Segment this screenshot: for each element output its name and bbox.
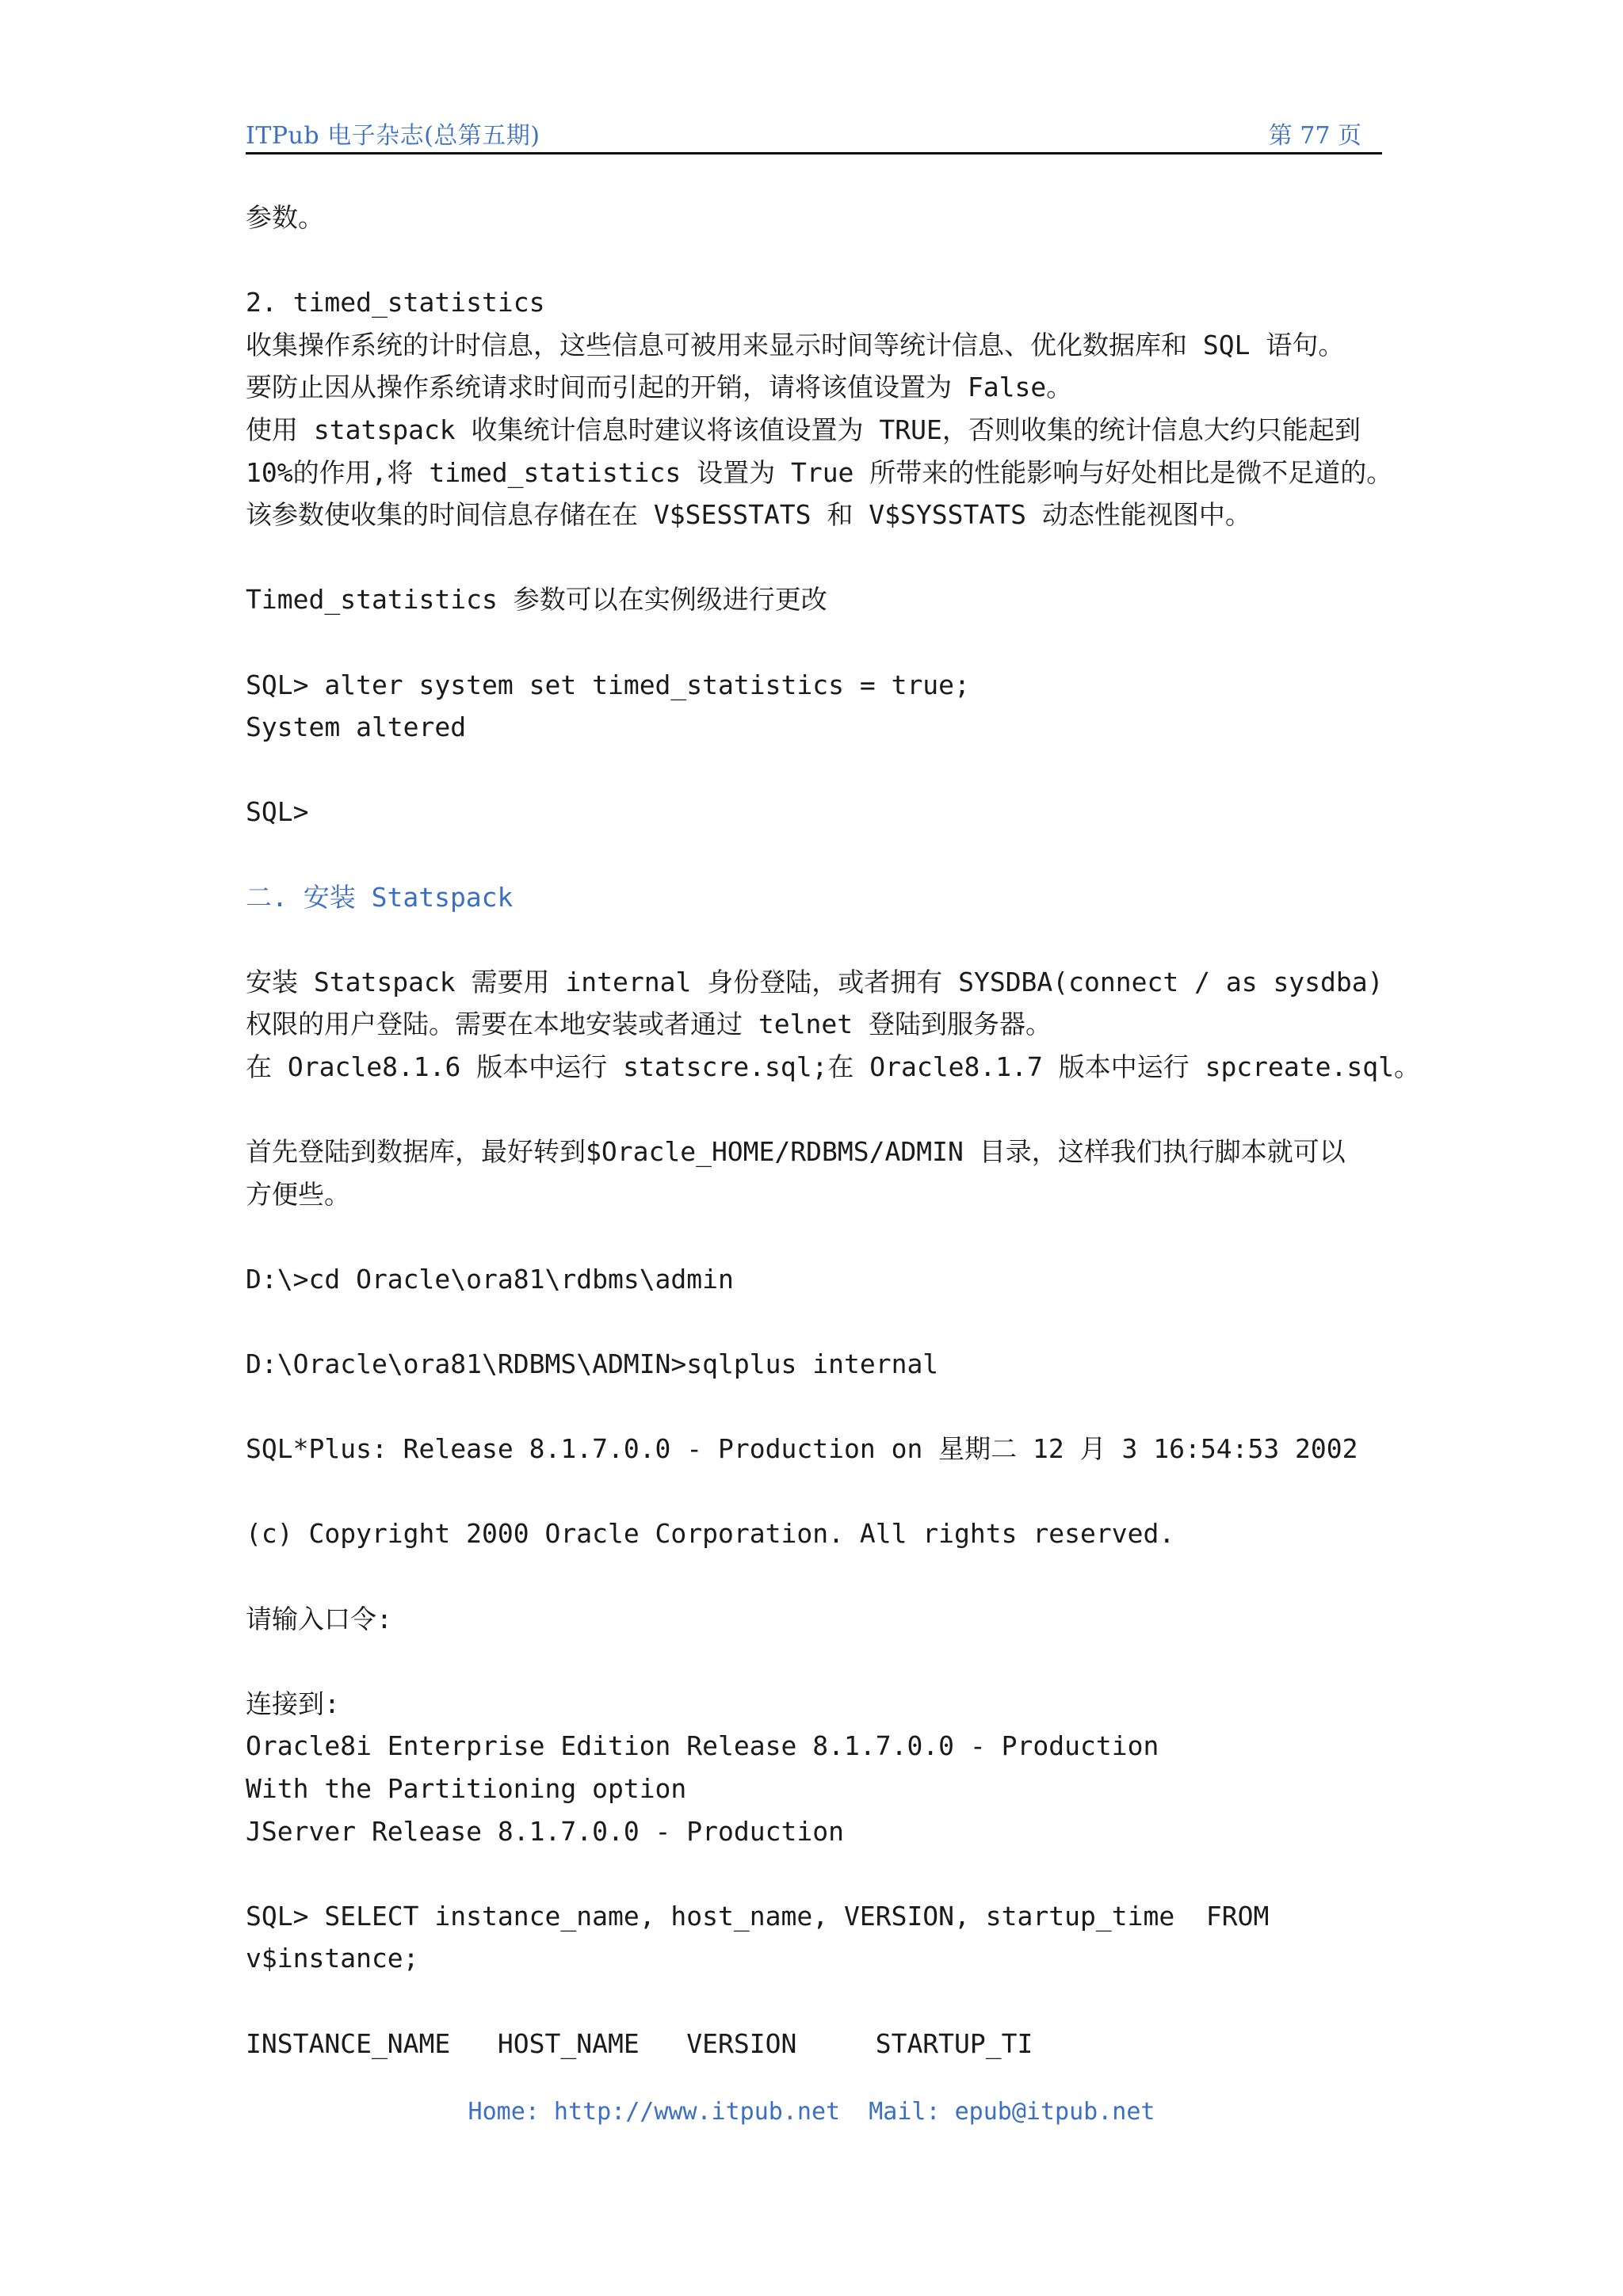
blank-line (246, 239, 1387, 282)
text-line: 参数。 (246, 202, 324, 233)
section-heading: 二. 安装 Statspack (246, 881, 514, 913)
code-line: INSTANCE_NAME HOST_NAME VERSION STARTUP_TI (246, 2027, 1033, 2059)
blank-line (246, 1555, 1387, 1598)
blank-line (246, 1088, 1387, 1131)
blank-line (246, 536, 1387, 579)
text-line: 10%的作用,将 timed_statistics 设置为 True 所带来的性能影响与好处相比是微不足道的。 (246, 456, 1393, 488)
section-item-timed-statistics: 2. timed_statistics (246, 287, 545, 318)
text-line: 收集操作系统的计时信息，这些信息可被用来显示时间等统计信息、优化数据库和 SQL 语句。 (246, 329, 1345, 360)
text-line: 安装 Statspack 需要用 internal 身份登陆，或者拥有 SYSDBA(connect / as sysdba) (246, 966, 1384, 997)
code-line: System altered (246, 711, 467, 743)
text-line: 方便些。 (246, 1178, 350, 1210)
code-line: SQL> SELECT instance_name, host_name, VERSION, startup_time FROM (246, 1900, 1270, 1932)
magazine-title: ITPub 电子杂志(总第五期) (246, 122, 540, 150)
text-line: Timed_statistics 参数可以在实例级进行更改 (246, 584, 827, 616)
blank-line (246, 833, 1387, 876)
page-header (246, 113, 1382, 154)
blank-line (246, 1215, 1387, 1258)
code-line: D:\Oracle\ora81\RDBMS\ADMIN>sqlplus internal (246, 1348, 939, 1380)
page-footer: Home: http://www.itpub.net Mail: epub@itpub.net (468, 2098, 1155, 2126)
text-line: 该参数使收集的时间信息存储在在 V$SESSTATS 和 V$SYSSTATS 动态性能视图中。 (246, 499, 1251, 531)
blank-line (246, 1852, 1387, 1895)
code-line: SQL> (246, 796, 309, 828)
code-line: D:\>cd Oracle\ora81\rdbms\admin (246, 1263, 734, 1295)
blank-line (246, 1640, 1387, 1683)
code-line: JServer Release 8.1.7.0.0 - Production (246, 1815, 844, 1847)
code-line: With the Partitioning option (246, 1772, 687, 1804)
code-line: SQL> alter system set timed_statistics = true; (246, 669, 970, 700)
text-line: 使用 statspack 收集统计信息时建议将该值设置为 TRUE，否则收集的统计信息大约只能起到 (246, 414, 1361, 445)
text-line: 要防止因从操作系统请求时间而引起的开销，请将该值设置为 False。 (246, 372, 1073, 403)
blank-line (246, 1386, 1387, 1428)
code-line: SQL*Plus: Release 8.1.7.0.0 - Production on 星期二 12 月 3 16:54:53 2002 (246, 1433, 1358, 1465)
text-line: 权限的用户登陆。需要在本地安装或者通过 telnet 登陆到服务器。 (246, 1009, 1052, 1040)
blank-line (246, 1300, 1387, 1343)
code-line: v$instance; (246, 1943, 419, 1974)
code-line: Oracle8i Enterprise Edition Release 8.1.7.0.0 - Production (246, 1730, 1159, 1762)
code-line: 连接到: (246, 1688, 340, 1719)
blank-line (246, 621, 1387, 664)
text-line: 首先登陆到数据库，最好转到$Oracle_HOME/RDBMS/ADMIN 目录，这样我们执行脚本就可以 (246, 1136, 1346, 1168)
blank-line (246, 749, 1387, 791)
blank-line (246, 1470, 1387, 1513)
blank-line (246, 1980, 1387, 2023)
blank-line (246, 918, 1387, 961)
page-number: 第 77 页 (1268, 122, 1361, 150)
text-line: 在 Oracle8.1.6 版本中运行 statscre.sql;在 Oracle8.1.7 版本中运行 spcreate.sql。 (246, 1051, 1420, 1082)
article-body (246, 196, 1420, 2065)
code-line: 请输入口令: (246, 1603, 392, 1634)
code-line: (c) Copyright 2000 Oracle Corporation. All rights reserved. (246, 1518, 1175, 1550)
